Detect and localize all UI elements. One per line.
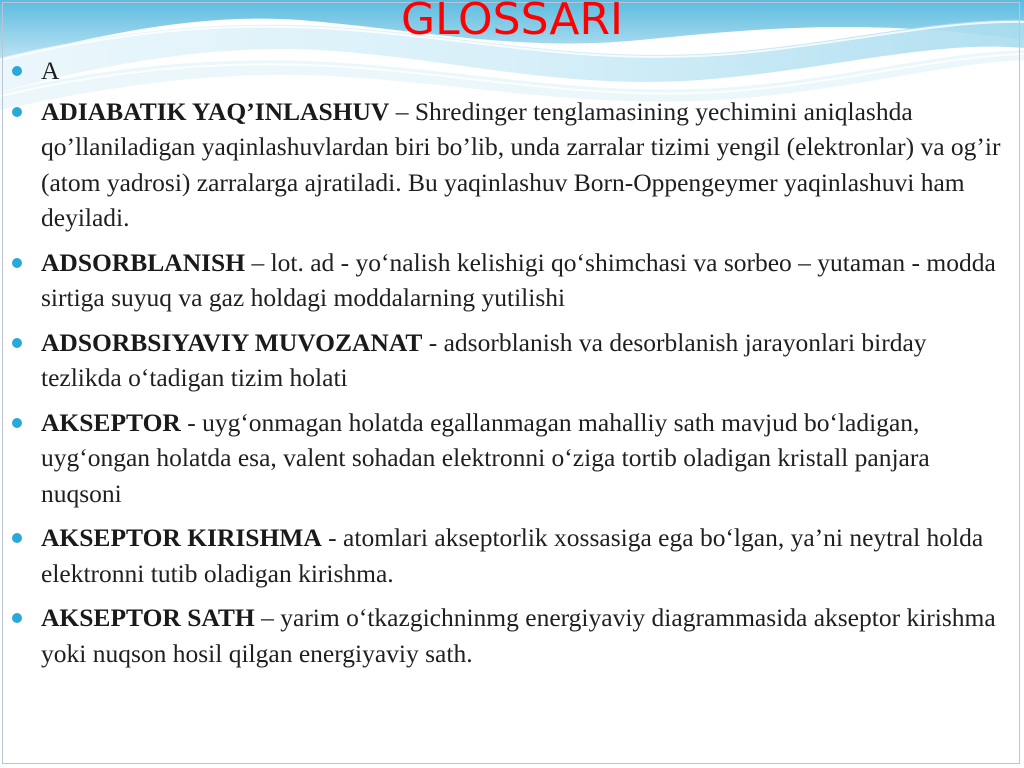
section-letter-item <box>12 53 1012 89</box>
glossary-entry <box>12 325 1012 396</box>
entry-term: ADSORBLANISH <box>41 247 246 277</box>
entry-term: AKSEPTOR <box>41 407 181 437</box>
entry-definition: - uyg‘onmagan holatda egallanmagan mahalliy sath mavjud bo‘ladigan, uyg‘ongan holatda esa, valent sohadan elektronni o‘ziga tortib oladigan kristall panjara nuqsoni <box>41 407 930 508</box>
glossary-entry <box>12 520 1012 591</box>
glossary-entry <box>12 600 1012 671</box>
bullet-icon <box>12 258 22 268</box>
glossary-entry <box>12 94 1012 236</box>
bullet-icon <box>12 418 22 428</box>
entry-definition: – lot. ad - yo‘nalish kelishigi qo‘shimchasi va sorbeo – yutaman - modda sirtiga suyuq va gaz holdagi moddalarning yutilishi <box>41 247 996 312</box>
entry-term: ADIABATIK YAQ’INLASHUV <box>41 96 390 126</box>
glossary-entry <box>12 405 1012 512</box>
section-letter: A <box>41 56 60 85</box>
bullet-icon <box>12 613 22 623</box>
entry-definition: - atomlari akseptorlik xossasiga ega bo‘lgan, ya’ni neytral holda elektronni tutib oladigan kirishma. <box>41 523 984 588</box>
entry-definition: – yarim o‘tkazgichninmg energiyaviy diagrammasida akseptor kirishma yoki nuqson hosil qilgan energiyaviy sath. <box>41 603 996 668</box>
slide-title: GLOSSARI <box>401 0 623 45</box>
glossary-entry <box>12 245 1012 316</box>
bullet-icon <box>12 107 22 117</box>
entry-term: AKSEPTOR KIRISHMA <box>41 523 322 552</box>
entry-term: ADSORBSIYAVIY MUVOZANAT <box>41 327 423 357</box>
bullet-icon <box>12 533 22 543</box>
entry-term: AKSEPTOR SATH <box>41 603 255 632</box>
bullet-icon <box>12 338 22 348</box>
glossary-list <box>12 53 1012 680</box>
bullet-icon <box>12 66 22 76</box>
entry-definition: - adsorblanish va desorblanish jarayonlari birday tezlikda o‘tadigan tizim holati <box>41 327 927 392</box>
entry-definition: – Shredinger tenglamasining yechimini aniqlashda qo’llaniladigan yaqinlashuvlardan biri bo’lib, unda zarralar tizimi yengil (elektronlar) va og’ir (atom yadrosi) zarralarga ajratiladi. Bu yaqinlashuv Born-Oppengeymer yaqinlashuvi ham deyiladi. <box>41 96 1001 232</box>
